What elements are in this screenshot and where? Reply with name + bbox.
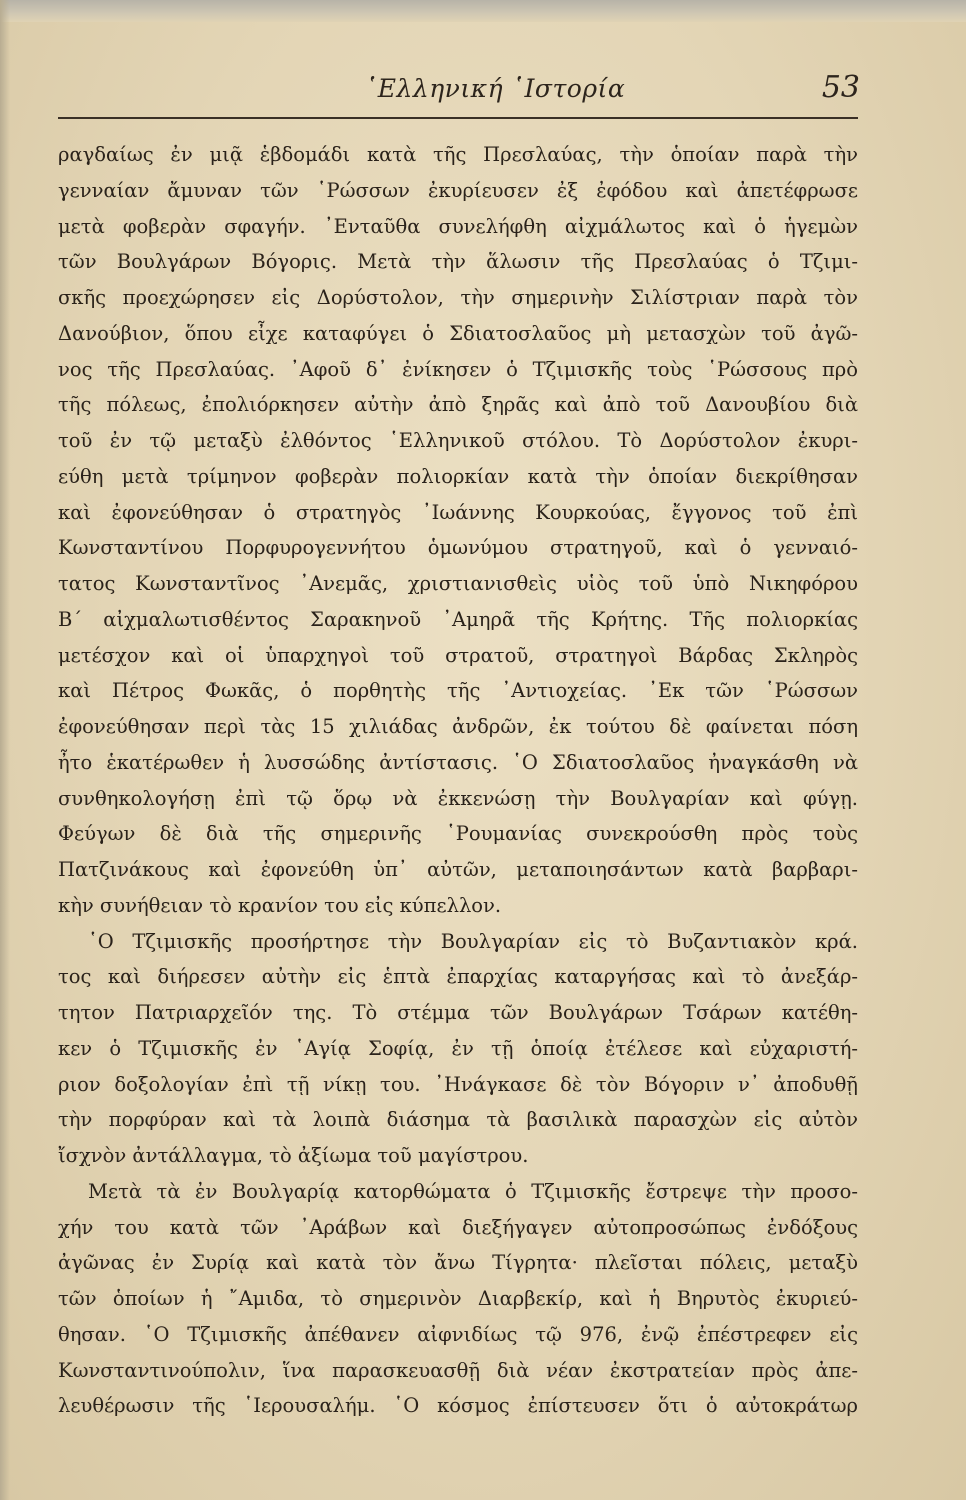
body-text (58, 137, 858, 1424)
text-line: κεν ὁ Τζιμισκῆς ἐν ῾Αγίᾳ Σοφίᾳ, ἐν τῇ ὁποίᾳ ἐτέλεσε καὶ εὐχαριστή- (58, 1036, 858, 1060)
text-line: γενναίαν ἄμυναν τῶν ῾Ρώσσων ἐκυρίευσεν ἐξ ἐφόδου καὶ ἀπετέφρωσε (58, 178, 858, 202)
running-title: ῾Ελληνική ῾Ιστορία (364, 74, 626, 103)
text-line: τοῦ ἐν τῷ μεταξὺ ἐλθόντος ῾Ελληνικοῦ στόλου. Τὸ Δορύστολον ἐκυρι- (58, 429, 858, 452)
text-line: τῶν ὁποίων ἡ ῎Αμιδα, τὸ σημερινὸν Διαρβεκίρ, καὶ ἡ Βηρυτὸς ἐκυριεύ- (58, 1287, 858, 1310)
text-line: ἀγῶνας ἐν Συρίᾳ καὶ κατὰ τὸν ἄνω Τίγρητα· πλεῖσται πόλεις, μεταξὺ (58, 1251, 858, 1275)
text-line: Φεύγων δὲ διὰ τῆς σημερινῆς ῾Ρουμανίας συνεκρούσθη πρὸς τοὺς (58, 822, 858, 846)
text-line: κὴν συνήθειαν τὸ κρανίον του εἰς κύπελλον. (58, 893, 502, 917)
text-line: τῆς πόλεως, ἐπολιόρκησεν αὐτὴν ἀπὸ ξηρᾶς καὶ ἀπὸ τοῦ Δανουβίου διὰ (58, 393, 858, 417)
text-line: σκῆς προεχώρησεν εἰς Δορύστολον, τὴν σημερινὴν Σιλίστριαν παρὰ τὸν (58, 286, 858, 309)
text-line: Κωνσταντίνου Πορφυρογεννήτου ὁμωνύμου στρατηγοῦ, καὶ ὁ γενναιό- (58, 536, 858, 560)
running-head (60, 70, 860, 114)
text-line: νος τῆς Πρεσλαύας. ᾿Αφοῦ δ᾿ ἐνίκησεν ὁ Τζιμισκῆς τοὺς ῾Ρώσσους πρὸ (58, 357, 858, 381)
text-line: μετέσχον καὶ οἱ ὑπαρχηγοὶ τοῦ στρατοῦ, στρατηγοὶ Βάρδας Σκληρὸς (58, 643, 858, 667)
text-line: τῶν Βουλγάρων Βόγορις. Μετὰ τὴν ἅλωσιν τῆς Πρεσλαύας ὁ Τζιμι- (58, 250, 858, 274)
text-line: θησαν. ῾Ο Τζιμισκῆς ἀπέθανεν αἰφνιδίως τῷ 976, ἐνῷ ἐπέστρεφεν εἰς (58, 1322, 858, 1346)
page-binding-shadow (0, 0, 10, 1500)
text-line: χήν του κατὰ τῶν ᾿Αράβων καὶ διεξήγαγεν αὐτοπροσώπως ἐνδόξους (58, 1215, 858, 1239)
text-line: Δανούβιον, ὅπου εἶχε καταφύγει ὁ Σδιατοσλαῦος μὴ μετασχὼν τοῦ ἀγῶ- (58, 321, 858, 345)
text-line: τὴν πορφύραν καὶ τὰ λοιπὰ διάσημα τὰ βασιλικὰ παρασχὼν εἰς αὐτὸν (58, 1108, 858, 1132)
text-line: καὶ ἐφονεύθησαν ὁ στρατηγὸς ᾿Ιωάννης Κουρκούας, ἔγγονος τοῦ ἐπὶ (58, 500, 858, 524)
text-line: Πατζινάκους καὶ ἐφονεύθη ὑπ᾿ αὐτῶν, μεταποιησάντων κατὰ βαρβαρι- (58, 858, 858, 881)
text-line: συνθηκολογήσῃ ἐπὶ τῷ ὅρῳ νὰ ἐκκενώσῃ τὴν Βουλγαρίαν καὶ φύγῃ. (58, 786, 858, 810)
text-line: ραγδαίως ἐν μιᾷ ἑβδομάδι κατὰ τῆς Πρεσλαύας, τὴν ὁποίαν παρὰ τὴν (58, 143, 858, 166)
text-line: ριον δοξολογίαν ἐπὶ τῇ νίκῃ του. ᾿Ηνάγκασε δὲ τὸν Βόγοριν ν᾿ ἀποδυθῇ (58, 1072, 858, 1096)
text-line: μετὰ φοβερὰν σφαγήν. ᾿Ενταῦθα συνελήφθη αἰχμάλωτος καὶ ὁ ἡγεμὼν (58, 214, 858, 238)
text-line: τατος Κωνσταντῖνος ᾿Ανεμᾶς, χριστιανισθεὶς υἱὸς τοῦ ὑπὸ Νικηφόρου (58, 572, 858, 595)
text-line: Β΄ αἰχμαλωτισθέντος Σαρακηνοῦ ᾿Αμηρᾶ τῆς Κρήτης. Τῆς πολιορκίας (58, 607, 858, 631)
page-number: 53 (821, 70, 860, 105)
header-rule (58, 117, 858, 119)
text-line: εύθη μετὰ τρίμηνον φοβερὰν πολιορκίαν κατὰ τὴν ὁποίαν διεκρίθησαν (58, 464, 858, 488)
text-line: Κωνσταντινούπολιν, ἵνα παρασκευασθῇ διὰ νέαν ἐκστρατείαν πρὸς ἀπε- (58, 1358, 858, 1382)
text-line: Μετὰ τὰ ἐν Βουλγαρίᾳ κατορθώματα ὁ Τζιμισκῆς ἔστρεψε τὴν προσο- (88, 1179, 858, 1203)
text-line: ῾Ο Τζιμισκῆς προσήρτησε τὴν Βουλγαρίαν εἰς τὸ Βυζαντιακὸν κρά. (88, 929, 858, 953)
text-line: ἦτο ἑκατέρωθεν ἡ λυσσώδης ἀντίστασις. ῾Ο Σδιατοσλαῦος ἠναγκάσθη νὰ (58, 750, 858, 774)
text-line: ἐφονεύθησαν περὶ τὰς 15 χιλιάδας ἀνδρῶν, ἐκ τούτου δὲ φαίνεται πόση (58, 715, 858, 738)
text-line: λευθέρωσιν τῆς ῾Ιερουσαλήμ. ῾Ο κόσμος ἐπίστευσεν ὅτι ὁ αὐτοκράτωρ (58, 1394, 858, 1418)
page-top-edge (0, 0, 966, 22)
text-line: τητον Πατριαρχεῖόν της. Τὸ στέμμα τῶν Βουλγάρων Τσάρων κατέθη- (58, 1001, 858, 1024)
text-line: ἴσχνὸν ἀντάλλαγμα, τὸ ἀξίωμα τοῦ μαγίστρου. (58, 1144, 529, 1167)
text-line: καὶ Πέτρος Φωκᾶς, ὁ πορθητὴς τῆς ᾿Αντιοχείας. ᾿Εκ τῶν ῾Ρώσσων (58, 679, 858, 703)
text-line: τος καὶ διήρεσεν αὐτὴν εἰς ἑπτὰ ἐπαρχίας καταργήσας καὶ τὸ ἀνεξάρ- (58, 965, 858, 989)
